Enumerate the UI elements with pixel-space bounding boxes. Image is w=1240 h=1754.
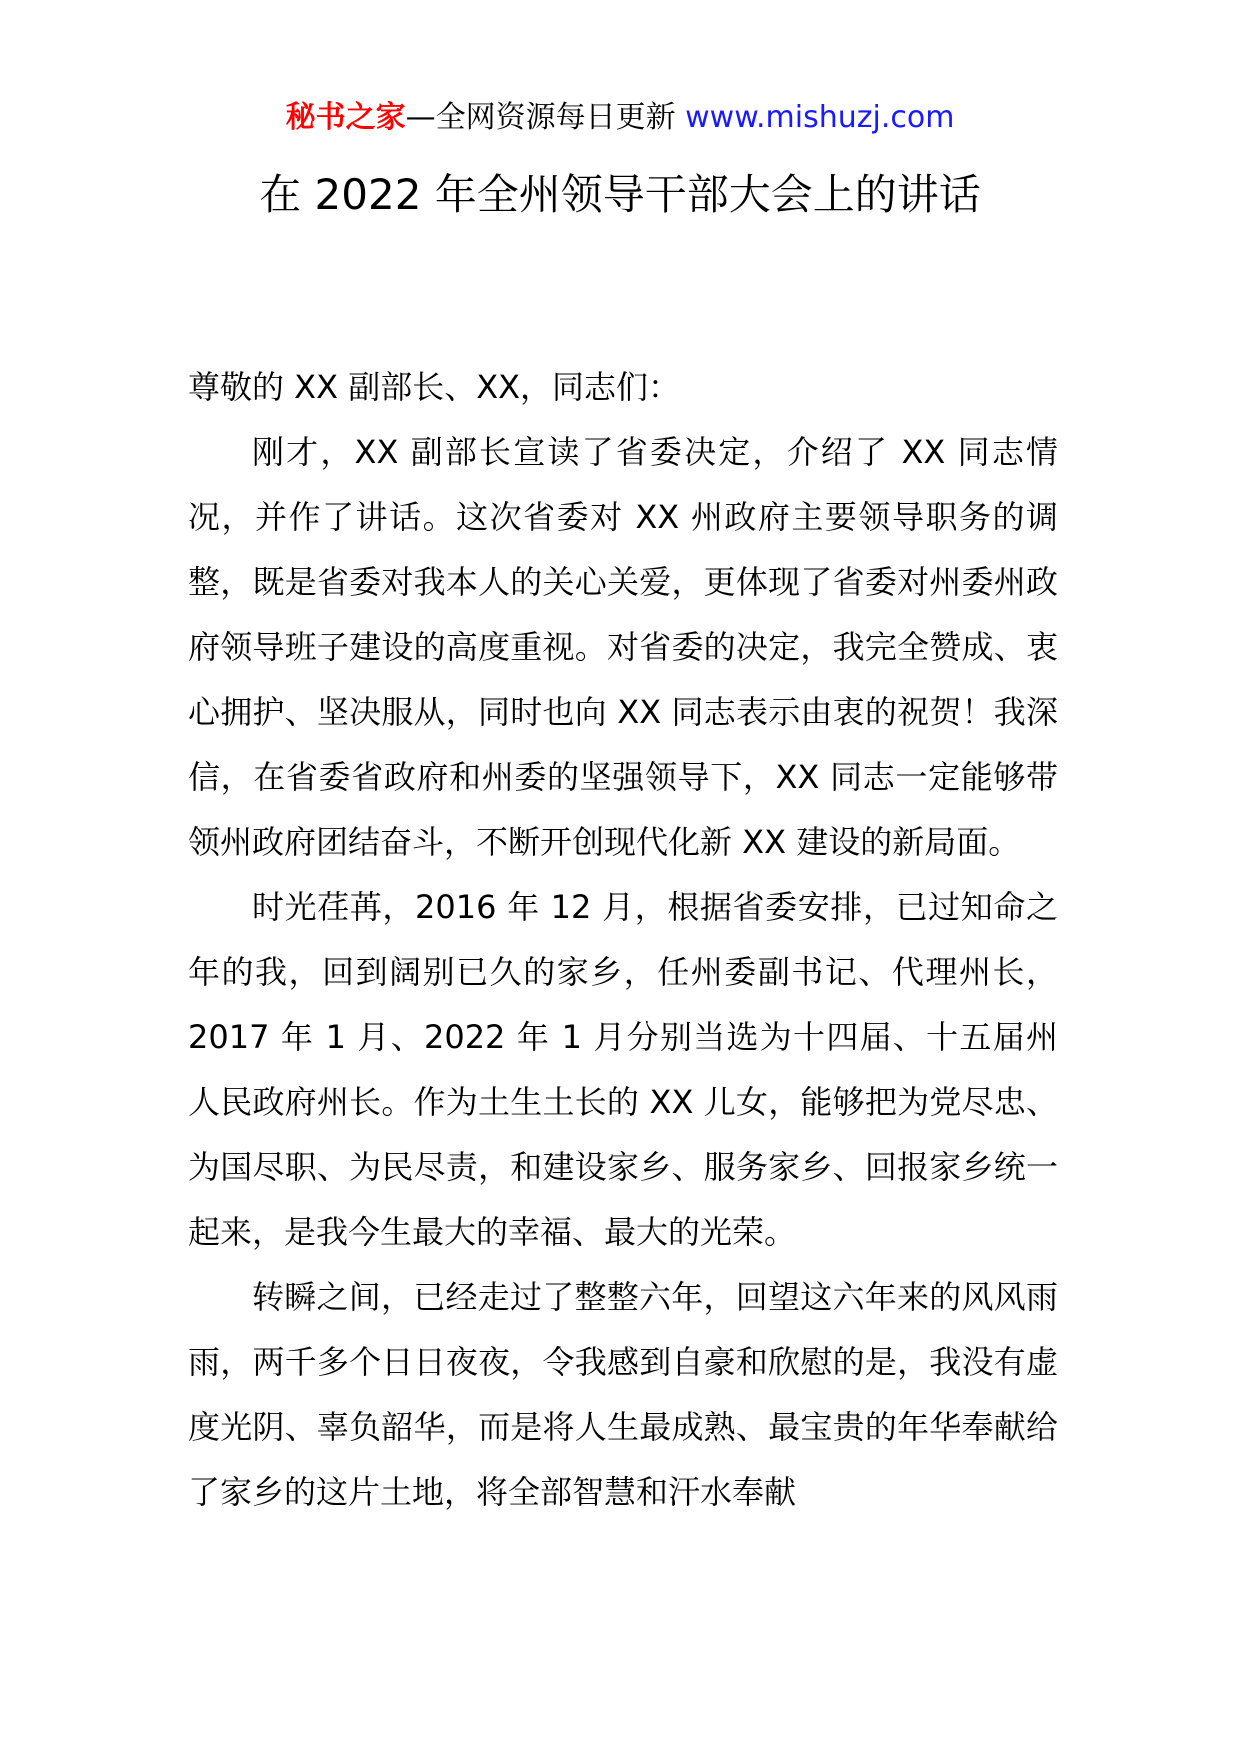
site-tagline: —全网资源每日更新 xyxy=(405,100,676,135)
body-paragraph-3: 转瞬之间，已经走过了整整六年，回望这六年来的风风雨雨，两千多个日日夜夜，令我感到自豪和欣慰的是，我没有虚度光阴、辜负韶华，而是将人生最成熟、最宝贵的年华奉献给了家乡的这片土地，将全部智慧和汗水奉献 xyxy=(188,1278,1058,1511)
document-title: 在 2022 年全州领导干部大会上的讲话 xyxy=(259,170,981,219)
body-paragraph-1: 刚才，XX 副部长宣读了省委决定，介绍了 XX 同志情况，并作了讲话。这次省委对 XX 州政府主要领导职务的调整，既是省委对我本人的关心关爱，更体现了省委对州委州政府领导班子建设的高度重视。对省委的决定，我完全赞成、衷心拥护、坚决服从，同时也向 XX 同志表示由衷的祝贺！我深信，在省委省政府和州委的坚强领导下，XX 同志一定能够带领州政府团结奋斗，不断开创现代化新 XX 建设的新局面。 xyxy=(188,433,1058,861)
body-paragraph-2: 时光荏苒，2016 年 12 月，根据省委安排，已过知命之年的我，回到阔别已久的家乡，任州委副书记、代理州长，2017 年 1 月、2022 年 1 月分别当选为十四届、十五届州人民政府州长。作为土生土长的 XX 儿女，能够把为党尽忠、为国尽职、为民尽责，和建设家乡、服务家乡、回报家乡统一起来，是我今生最大的幸福、最大的光荣。 xyxy=(188,888,1058,1251)
site-url-link[interactable]: www.mishuzj.com xyxy=(685,100,955,135)
brand-name: 秘书之家 xyxy=(285,100,406,135)
document-body xyxy=(188,355,1058,1525)
site-header xyxy=(0,98,1240,138)
salutation: 尊敬的 XX 副部长、XX，同志们： xyxy=(188,368,681,406)
